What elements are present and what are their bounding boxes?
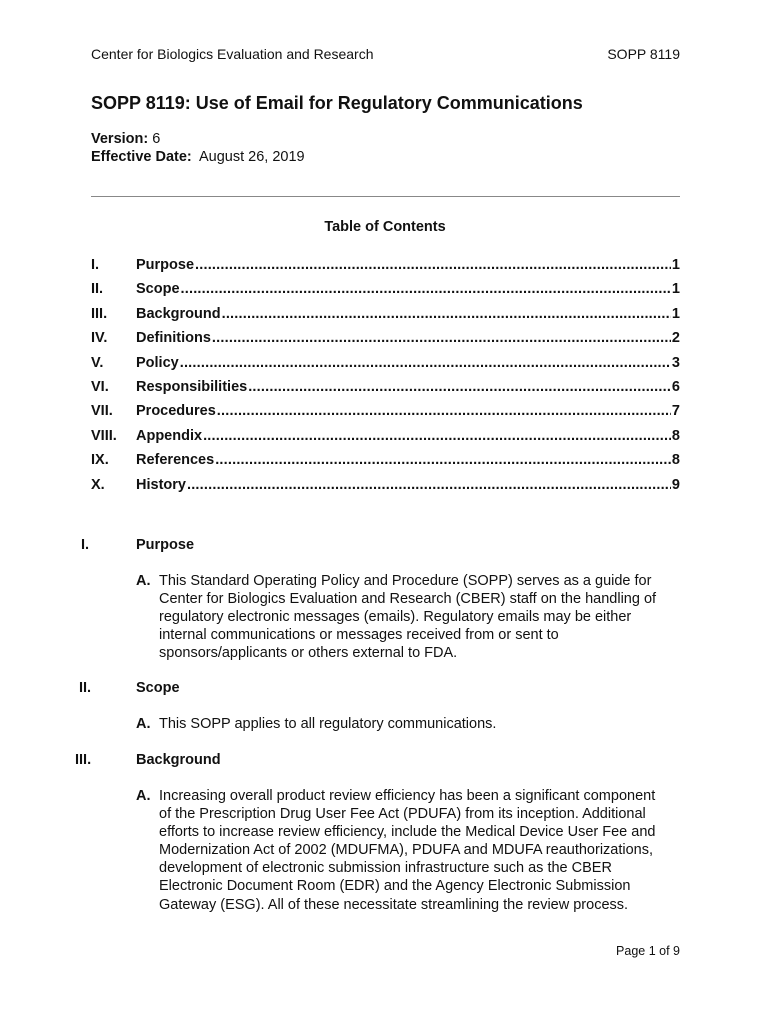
text-line: of the Prescription Drug User Fee Act (PDUFA) from its inception. Additional [159,806,646,823]
scope-paragraph [136,715,681,733]
effective-date-label: Effective Date: [91,149,192,165]
toc-leader-dots [180,355,671,371]
text-line: internal communications or messages received from or sent to [159,627,559,644]
toc-entry-label: History [136,476,186,493]
toc-leader-dots [181,281,671,297]
toc-entry[interactable] [91,281,680,305]
document-title: SOPP 8119: Use of Email for Regulatory Communications [91,93,583,113]
toc-entry-number: I. [91,257,100,273]
toc-leader-dots [215,452,671,468]
toc-entry-number: VIII. [91,427,117,444]
toc-entry-page: 6 [671,378,680,395]
background-paragraph [136,787,681,914]
toc-entry[interactable] [91,306,680,330]
toc-entry-page: 1 [671,305,680,322]
toc-entry-number: VI. [91,378,109,395]
toc-entry-page: 8 [671,452,680,469]
toc-entry-label: Background [136,305,221,322]
toc-entry[interactable] [91,477,680,501]
version-value: 6 [152,131,161,147]
toc-entry-label: Definitions [136,330,211,347]
toc-title: Table of Contents [324,219,446,235]
toc-entry-label: References [136,452,215,469]
text-line: This SOPP applies to all regulatory communications. [159,716,497,732]
toc-entry-number: VII. [91,403,113,420]
effective-date-value: August 26, 2019 [199,149,305,165]
divider [91,196,680,197]
text-line: Gateway (ESG). All of these necessitate streamlining the review process. [159,896,629,913]
toc-leader-dots [212,330,671,346]
toc-entry-page: 3 [671,354,680,371]
list-marker: A. [136,716,151,732]
list-marker: A. [136,788,151,804]
list-marker: A. [136,573,151,589]
toc-entry[interactable] [91,428,680,452]
purpose-paragraph [136,572,681,662]
toc-entry-label: Procedures [136,403,216,420]
toc-leader-dots [203,428,671,444]
section-number: III. [75,752,92,768]
toc-leader-dots [195,257,671,273]
toc-entry-page: 7 [671,403,680,420]
table-of-contents [91,257,680,501]
toc-entry-page: 1 [671,281,680,298]
toc-leader-dots [217,403,671,419]
toc-entry[interactable] [91,403,680,427]
toc-entry-label: Scope [136,281,180,298]
text-line: regulatory electronic messages (emails). Regulatory emails may be either [159,609,632,626]
toc-entry-label: Purpose [136,257,195,273]
toc-entry-number: V. [91,354,104,371]
toc-entry[interactable] [91,257,680,281]
section-number: II. [79,680,92,696]
toc-entry[interactable] [91,330,680,354]
version-line [91,131,160,147]
text-line: efforts to increase review efficiency, include the Medical Device User Fee and [159,824,656,841]
section-number: I. [81,537,90,553]
toc-entry-page: 2 [671,330,680,347]
toc-entry[interactable] [91,355,680,379]
page-number: Page 1 of 9 [616,944,680,958]
toc-leader-dots [222,306,671,322]
toc-leader-dots [187,477,671,493]
text-line: sponsors/applicants or others external to FDA. [159,645,458,662]
toc-leader-dots [248,379,671,395]
toc-entry-number: X. [91,476,105,493]
text-line: development of electronic submission infrastructure such as the CBER [159,860,612,877]
toc-entry-page: 1 [671,257,680,273]
effective-date-line [91,149,305,165]
section-heading-background: Background [136,752,221,768]
paragraph-body [136,572,681,662]
section-heading-scope: Scope [136,680,180,696]
toc-entry-label: Appendix [136,427,203,444]
text-line: Electronic Document Room (EDR) and the Agency Electronic Submission [159,878,631,895]
text-line: Increasing overall product review efficiency has been a significant component [159,788,656,804]
toc-entry-label: Policy [136,354,179,371]
toc-entry-page: 8 [671,427,680,444]
section-heading-purpose: Purpose [136,537,195,553]
toc-entry-label: Responsibilities [136,378,248,395]
toc-entry-page: 9 [671,476,680,493]
toc-entry[interactable] [91,452,680,476]
toc-entry-number: III. [91,305,108,322]
toc-entry[interactable] [91,379,680,403]
version-label: Version: [91,131,149,147]
running-header-doc-id: SOPP 8119 [607,46,680,62]
toc-entry-number: IV. [91,330,108,347]
paragraph-body [136,787,681,914]
paragraph-body [136,715,681,733]
text-line: Center for Biologics Evaluation and Research (CBER) staff on the handling of [159,591,657,608]
toc-entry-number: IX. [91,452,109,469]
text-line: This Standard Operating Policy and Procedure (SOPP) serves as a guide for [159,573,652,589]
toc-entry-number: II. [91,281,104,298]
text-line: Modernization Act of 2002 (MDUFMA), PDUFA and MDUFA reauthorizations, [159,842,654,859]
running-header-title: Center for Biologics Evaluation and Research [91,46,374,62]
